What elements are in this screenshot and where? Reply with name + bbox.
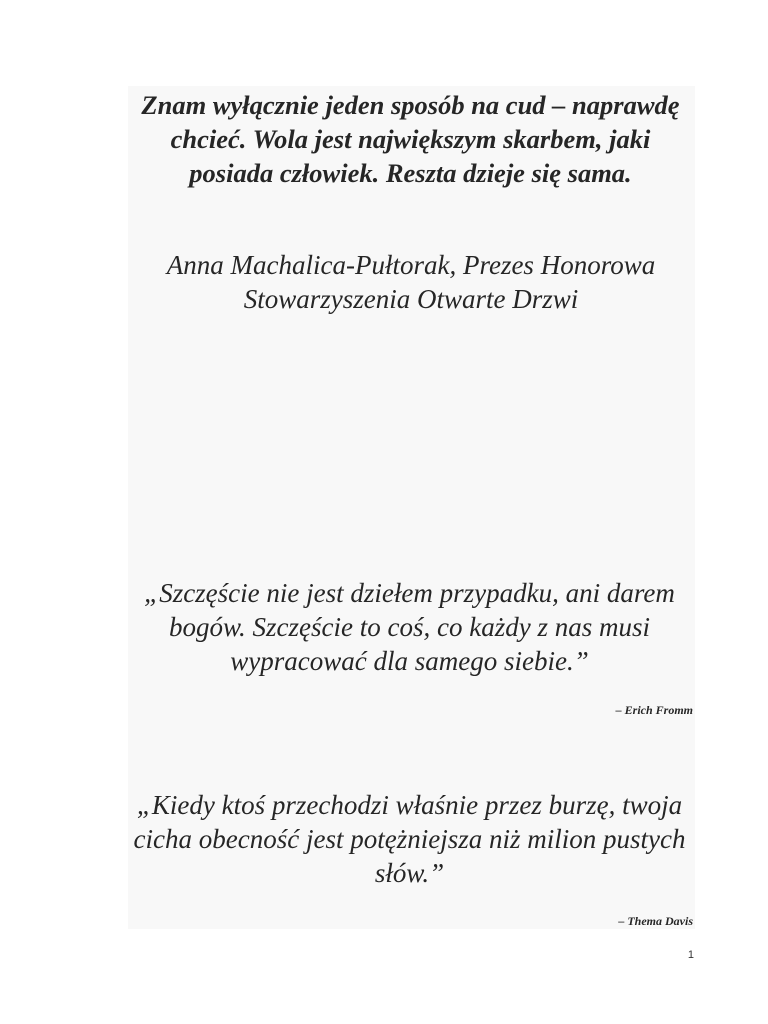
page-number: 1	[687, 949, 694, 961]
quote-attribution-3: – Thema Davis	[618, 914, 693, 928]
quote-attribution-1: Anna Machalica-Pułtorak, Prezes Honorowa Stowarzyszenia Otwarte Drzwi	[166, 250, 656, 314]
quote-attribution-2: – Erich Fromm	[615, 703, 693, 717]
quote-text-3: „Kiedy ktoś przechodzi właśnie przez burzę, twoja cicha obecność jest potężniejsza niż milion pustych słów.”	[133, 790, 686, 888]
quote-text-1: Znam wyłącznie jeden sposób na cud – naprawdę chcieć. Wola jest największym skarbem, jaki posiada człowiek. Reszta dzieje się sama.	[141, 90, 680, 188]
quote-text-2: „Szczęście nie jest dziełem przypadku, ani darem bogów. Szczęście to coś, co każdy z nas musi wypracować dla samego siebie.”	[144, 578, 675, 676]
